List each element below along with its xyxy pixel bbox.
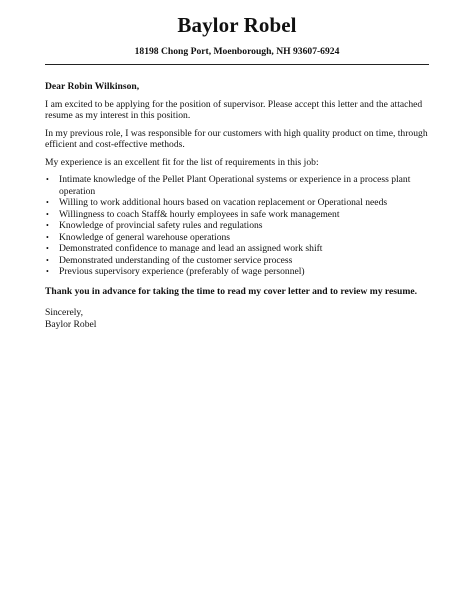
- list-item-text: Willingness to coach Staff& hourly employees in safe work management: [59, 208, 340, 220]
- applicant-address: 18198 Chong Port, Moenborough, NH 93607-6924: [134, 46, 340, 57]
- list-item-text: Previous supervisory experience (preferably of wage personnel): [59, 266, 305, 277]
- list-item: [45, 197, 437, 209]
- bullet-icon: •: [46, 244, 49, 253]
- bullet-icon: •: [46, 209, 49, 219]
- header-divider: [45, 64, 429, 65]
- list-item-text: Demonstrated understanding of the customer service process: [59, 254, 293, 266]
- bullet-icon: •: [46, 198, 49, 207]
- list-item: [45, 220, 437, 232]
- closing-thank-you: Thank you in advance for taking the time to read my cover letter and to review my resume.: [45, 285, 417, 297]
- list-item-text: Knowledge of provincial safety rules and regulations: [59, 220, 263, 231]
- requirements-list: [45, 174, 437, 278]
- bullet-icon: •: [46, 232, 49, 242]
- list-item-text: Intimate knowledge of the Pellet Plant Operational systems or experience in a process plant operation: [59, 174, 411, 197]
- paragraph-requirements-lead: My experience is an excellent fit for the list of requirements in this job:: [45, 156, 319, 168]
- signature-name: Baylor Robel: [45, 318, 97, 330]
- signoff: Sincerely,: [45, 307, 84, 318]
- list-item: [45, 209, 437, 221]
- list-item: [45, 174, 437, 197]
- list-item: [45, 266, 437, 278]
- paragraph-intro: I am excited to be applying for the position of supervisor. Please accept this letter and the attached resume as my interest in this position.: [45, 98, 423, 121]
- salutation: Dear Robin Wilkinson,: [45, 81, 140, 92]
- list-item-text: Demonstrated confidence to manage and lead an assigned work shift: [59, 243, 323, 254]
- list-item: [45, 255, 437, 267]
- list-item-text: Knowledge of general warehouse operations: [59, 231, 231, 243]
- bullet-icon: •: [46, 221, 49, 230]
- paragraph-previous-role: In my previous role, I was responsible for our customers with high quality product on time, through efficient and cost-effective methods.: [45, 127, 428, 150]
- bullet-icon: •: [46, 267, 49, 276]
- list-item: [45, 232, 437, 244]
- letter-body: [45, 81, 437, 330]
- list-item: [45, 243, 437, 255]
- applicant-name-heading: Baylor Robel: [177, 13, 297, 37]
- bullet-icon: •: [46, 255, 49, 265]
- list-item-text: Willing to work additional hours based on vacation replacement or Operational needs: [59, 197, 388, 208]
- bullet-icon: •: [46, 175, 49, 184]
